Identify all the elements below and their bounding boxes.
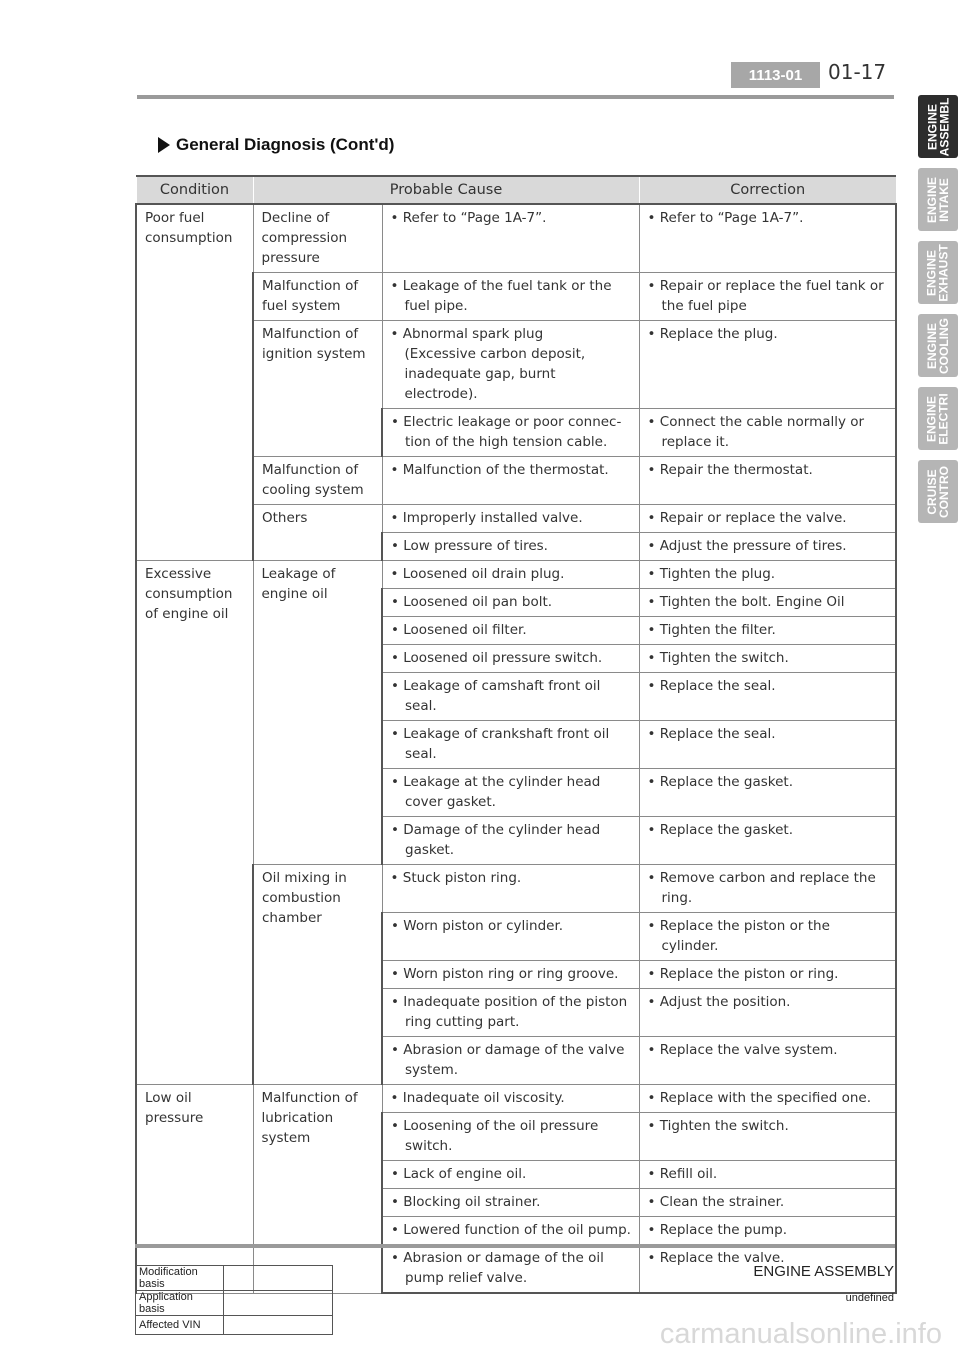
probable-cause-cell — [382, 533, 639, 561]
probable-cause-text: • Malfunction of the thermostat. — [391, 460, 633, 480]
cause-category-cell: Others — [253, 505, 382, 561]
cause-category-cell: Oil mixing in combustion chamber — [253, 865, 382, 1085]
probable-cause-text: • Inadequate position of the piston ring cutting part. — [391, 992, 633, 1032]
probable-cause-text: • Worn piston or cylinder. — [391, 916, 633, 936]
probable-cause-text: • Loosened oil filter. — [391, 620, 633, 640]
correction-text: • Replace the valve. — [648, 1248, 890, 1268]
cause-category-cell: Leakage of engine oil — [253, 561, 382, 865]
probable-cause-text: • Loosened oil pan bolt. — [391, 592, 633, 612]
correction-cell — [639, 617, 896, 645]
footer-row — [136, 1291, 333, 1316]
table-row — [136, 204, 896, 273]
correction-cell — [639, 645, 896, 673]
cause-category-cell: Decline of compression pressure — [253, 204, 382, 273]
probable-cause-cell — [382, 1113, 639, 1161]
probable-cause-text: • Abrasion or damage of the oil pump relief valve. — [391, 1248, 633, 1288]
probable-cause-cell — [382, 865, 639, 913]
cause-category-cell: Malfunction of fuel system — [253, 273, 382, 321]
probable-cause-cell — [382, 1245, 639, 1294]
correction-text: • Replace the piston or ring. — [648, 964, 890, 984]
condition-cell: Poor fuel consumption — [136, 204, 253, 561]
probable-cause-cell — [382, 1189, 639, 1217]
table-row — [136, 561, 896, 589]
probable-cause-text: • Damage of the cylinder head gasket. — [391, 820, 633, 860]
correction-text: • Replace the gasket. — [648, 820, 890, 840]
correction-text: • Repair or replace the fuel tank or the fuel pipe — [648, 276, 890, 316]
correction-cell — [639, 589, 896, 617]
probable-cause-cell — [382, 1217, 639, 1245]
footer-divider — [135, 1244, 895, 1248]
correction-cell — [639, 505, 896, 533]
correction-cell — [639, 321, 896, 409]
correction-cell — [639, 1037, 896, 1085]
probable-cause-text: • Lack of engine oil. — [391, 1164, 633, 1184]
correction-text: • Replace the seal. — [648, 676, 890, 696]
correction-cell — [639, 1189, 896, 1217]
probable-cause-cell — [382, 673, 639, 721]
correction-text: • Replace the pump. — [648, 1220, 890, 1240]
probable-cause-text: • Leakage at the cylinder head cover gasket. — [391, 772, 633, 812]
probable-cause-text: • Leakage of camshaft front oil seal. — [391, 676, 633, 716]
probable-cause-cell — [382, 989, 639, 1037]
side-tab[interactable] — [918, 387, 958, 450]
affected-vin-value — [224, 1316, 333, 1335]
correction-text: • Replace the plug. — [648, 324, 890, 344]
side-tab[interactable] — [918, 95, 958, 158]
side-tab[interactable] — [918, 314, 958, 377]
diagnosis-table — [135, 175, 897, 1294]
modification-basis-value — [224, 1266, 333, 1291]
probable-cause-cell — [382, 817, 639, 865]
correction-cell — [639, 561, 896, 589]
probable-cause-cell — [382, 645, 639, 673]
correction-text: • Clean the strainer. — [648, 1192, 890, 1212]
header-condition: Condition — [136, 176, 253, 204]
side-tab-label: ENGINE COOLING — [925, 317, 951, 374]
correction-cell — [639, 989, 896, 1037]
probable-cause-cell — [382, 561, 639, 589]
correction-text: • Tighten the switch. — [648, 648, 890, 668]
correction-cell — [639, 1113, 896, 1161]
correction-cell — [639, 1217, 896, 1245]
footer-row — [136, 1266, 333, 1291]
table-header-row — [136, 176, 896, 204]
correction-cell — [639, 457, 896, 505]
side-tab[interactable] — [918, 241, 958, 304]
correction-text: • Repair or replace the valve. — [648, 508, 890, 528]
probable-cause-text: • Electric leakage or poor connec- tion of the high tension cable. — [391, 412, 633, 452]
correction-text: • Refer to “Page 1A-7”. — [648, 208, 890, 228]
probable-cause-cell — [382, 617, 639, 645]
application-basis-value — [224, 1291, 333, 1316]
footer-subtitle: undefined — [845, 1292, 894, 1304]
condition-cell: Excessive consumption of engine oil — [136, 561, 253, 1085]
side-tab[interactable] — [918, 460, 958, 523]
probable-cause-text: • Leakage of the fuel tank or the fuel pipe. — [391, 276, 633, 316]
correction-text: • Tighten the filter. — [648, 620, 890, 640]
probable-cause-text: • Blocking oil strainer. — [391, 1192, 633, 1212]
probable-cause-cell — [382, 505, 639, 533]
section-title-text: General Diagnosis (Cont'd) — [176, 135, 395, 154]
probable-cause-text: • Abnormal spark plug (Excessive carbon deposit, inadequate gap, burnt electrode). — [391, 324, 633, 404]
correction-text: • Replace the piston or the cylinder. — [648, 916, 890, 956]
correction-cell — [639, 1085, 896, 1113]
correction-cell — [639, 961, 896, 989]
header-divider — [137, 95, 894, 99]
probable-cause-text: • Loosening of the oil pressure switch. — [391, 1116, 633, 1156]
side-tab-label: ENGINE INTAKE — [925, 176, 952, 223]
probable-cause-cell — [382, 1037, 639, 1085]
correction-text: • Tighten the bolt. Engine Oil — [648, 592, 890, 612]
correction-cell — [639, 273, 896, 321]
probable-cause-cell — [382, 204, 639, 273]
probable-cause-text: • Leakage of crankshaft front oil seal. — [391, 724, 633, 764]
table-row — [136, 1085, 896, 1113]
side-tab-label: CRUISE CONTRO — [925, 465, 951, 518]
section-title — [158, 135, 394, 155]
correction-cell — [639, 721, 896, 769]
probable-cause-text: • Improperly installed valve. — [391, 508, 633, 528]
correction-text: • Connect the cable normally or replace it. — [648, 412, 890, 452]
correction-text: • Repair the thermostat. — [648, 460, 890, 480]
affected-vin-label: Affected VIN — [136, 1316, 224, 1335]
side-tab-label: ENGINE ASSEMBL — [925, 97, 952, 156]
section-code-badge: 1113-01 — [731, 62, 820, 88]
header-probable-cause: Probable Cause — [253, 176, 639, 204]
cause-category-cell: Malfunction of cooling system — [253, 457, 382, 505]
correction-cell — [639, 673, 896, 721]
correction-cell — [639, 409, 896, 457]
correction-text: • Adjust the pressure of tires. — [648, 536, 890, 556]
correction-text: • Replace with the specified one. — [648, 1088, 890, 1108]
probable-cause-text: • Worn piston ring or ring groove. — [391, 964, 633, 984]
probable-cause-cell — [382, 1161, 639, 1189]
probable-cause-text: • Stuck piston ring. — [391, 868, 633, 888]
cause-category-cell: Malfunction of lubrication system — [253, 1085, 382, 1294]
probable-cause-text: • Loosened oil drain plug. — [391, 564, 633, 584]
correction-text: • Tighten the switch. — [648, 1116, 890, 1136]
probable-cause-cell — [382, 589, 639, 617]
probable-cause-cell — [382, 409, 639, 457]
watermark-text: carmanualsonline.info — [659, 1318, 942, 1350]
probable-cause-cell — [382, 1085, 639, 1113]
correction-text: • Tighten the plug. — [648, 564, 890, 584]
probable-cause-cell — [382, 273, 639, 321]
correction-cell — [639, 204, 896, 273]
footer-row — [136, 1316, 333, 1335]
probable-cause-cell — [382, 769, 639, 817]
correction-cell — [639, 1161, 896, 1189]
correction-text: • Refill oil. — [648, 1164, 890, 1184]
probable-cause-text: • Low pressure of tires. — [391, 536, 633, 556]
correction-cell — [639, 913, 896, 961]
modification-basis-label: Modification basis — [136, 1266, 224, 1291]
cause-category-cell: Malfunction of ignition system — [253, 321, 382, 457]
footer-section-name: ENGINE ASSEMBLY — [753, 1263, 894, 1280]
header-correction: Correction — [639, 176, 896, 204]
correction-text: • Adjust the position. — [648, 992, 890, 1012]
probable-cause-text: • Abrasion or damage of the valve system. — [391, 1040, 633, 1080]
correction-text: • Replace the seal. — [648, 724, 890, 744]
probable-cause-text: • Loosened oil pressure switch. — [391, 648, 633, 668]
page-number: 01-17 — [828, 60, 887, 84]
probable-cause-cell — [382, 913, 639, 961]
correction-cell — [639, 533, 896, 561]
condition-cell: Low oil pressure — [136, 1085, 253, 1294]
probable-cause-text: • Lowered function of the oil pump. — [391, 1220, 633, 1240]
probable-cause-cell — [382, 321, 639, 409]
application-basis-label: Application basis — [136, 1291, 224, 1316]
probable-cause-text: • Inadequate oil viscosity. — [391, 1088, 633, 1108]
triangle-bullet-icon — [158, 137, 170, 153]
revision-info-box — [135, 1265, 333, 1335]
correction-cell — [639, 865, 896, 913]
probable-cause-cell — [382, 721, 639, 769]
correction-cell — [639, 769, 896, 817]
side-tab-label: ENGINE ELECTRI — [925, 392, 951, 445]
side-tab-label: ENGINE EXHAUST — [925, 243, 951, 302]
probable-cause-text: • Refer to “Page 1A-7”. — [391, 208, 633, 228]
probable-cause-cell — [382, 961, 639, 989]
correction-cell — [639, 817, 896, 865]
correction-text: • Replace the valve system. — [648, 1040, 890, 1060]
correction-text: • Remove carbon and replace the ring. — [648, 868, 890, 908]
probable-cause-cell — [382, 457, 639, 505]
correction-text: • Replace the gasket. — [648, 772, 890, 792]
side-tab[interactable] — [918, 168, 958, 231]
